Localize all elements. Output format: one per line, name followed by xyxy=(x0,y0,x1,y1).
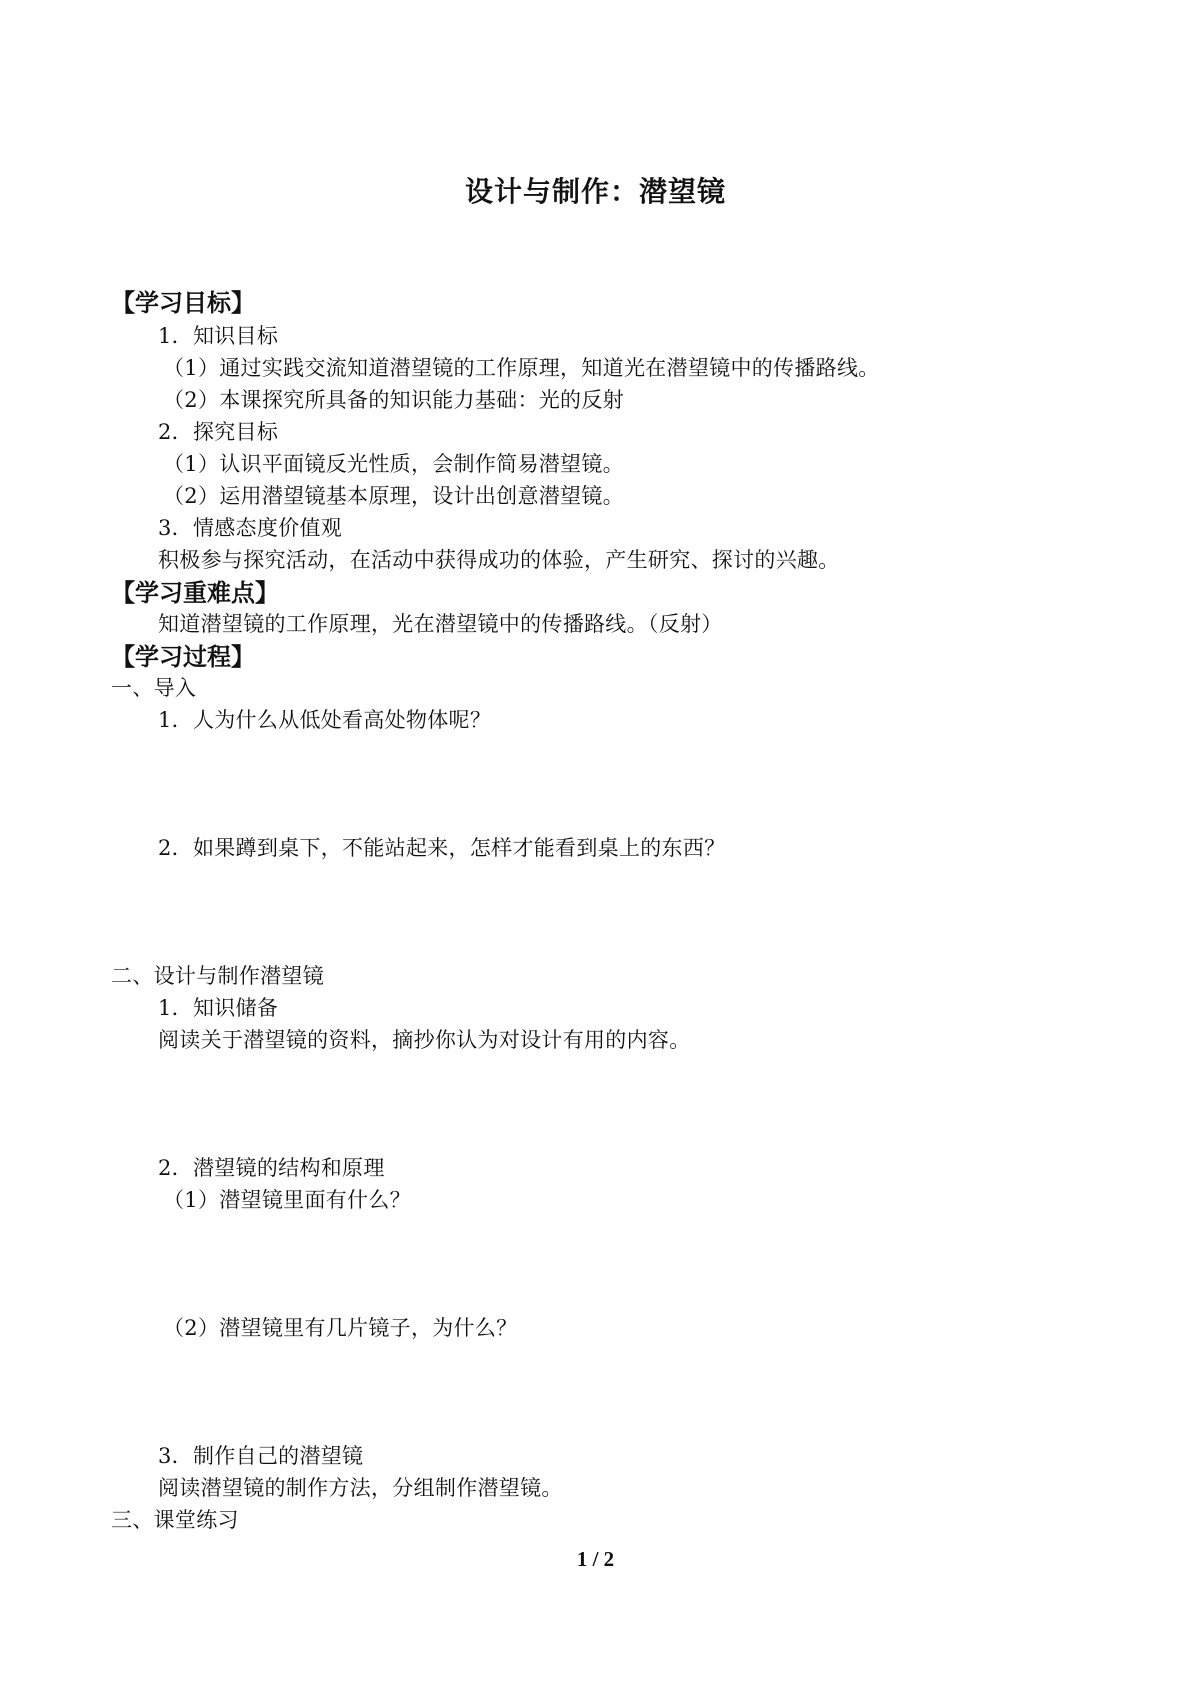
process-heading: 【学习过程】 xyxy=(111,643,255,671)
knowledge-prep-label: 1．知识储备 xyxy=(158,996,279,1020)
page-number: 1 / 2 xyxy=(576,1547,615,1571)
objectives-heading: 【学习目标】 xyxy=(111,289,255,317)
page-title: 设计与制作：潜望镜 xyxy=(464,175,726,208)
attitude-goal-text: 积极参与探究活动，在活动中获得成功的体验，产生研究、探讨的兴趣。 xyxy=(158,548,840,572)
inquiry-goal-item-2: （2）运用潜望镜基本原理，设计出创意潜望镜。 xyxy=(163,484,624,508)
make-periscope-text: 阅读潜望镜的制作方法，分组制作潜望镜。 xyxy=(158,1476,563,1500)
intro-question-1: 1．人为什么从低处看高处物体呢？ xyxy=(158,708,492,732)
structure-question-2: （2）潜望镜里有几片镜子，为什么？ xyxy=(163,1316,518,1340)
key-points-heading: 【学习重难点】 xyxy=(111,579,279,607)
knowledge-goal-item-2: （2）本课探究所具备的知识能力基础：光的反射 xyxy=(163,388,624,412)
inquiry-goal-item-1: （1）认识平面镜反光性质，会制作简易潜望镜。 xyxy=(163,452,624,476)
intro-section-label: 一、导入 xyxy=(111,676,197,700)
knowledge-goal-label: 1．知识目标 xyxy=(158,324,279,348)
inquiry-goal-label: 2．探究目标 xyxy=(158,420,279,444)
practice-section-label: 三、课堂练习 xyxy=(111,1508,239,1532)
key-points-text: 知道潜望镜的工作原理，光在潜望镜中的传播路线。（反射） xyxy=(158,612,723,636)
intro-question-2: 2．如果蹲到桌下，不能站起来，怎样才能看到桌上的东西？ xyxy=(158,836,726,860)
structure-label: 2．潜望镜的结构和原理 xyxy=(158,1156,385,1180)
design-section-label: 二、设计与制作潜望镜 xyxy=(111,964,324,988)
make-periscope-label: 3．制作自己的潜望镜 xyxy=(158,1444,364,1468)
knowledge-goal-item-1: （1）通过实践交流知道潜望镜的工作原理，知道光在潜望镜中的传播路线。 xyxy=(163,356,880,380)
attitude-goal-label: 3．情感态度价值观 xyxy=(158,516,343,540)
knowledge-prep-text: 阅读关于潜望镜的资料，摘抄你认为对设计有用的内容。 xyxy=(158,1028,691,1052)
structure-question-1: （1）潜望镜里面有什么？ xyxy=(163,1188,411,1212)
